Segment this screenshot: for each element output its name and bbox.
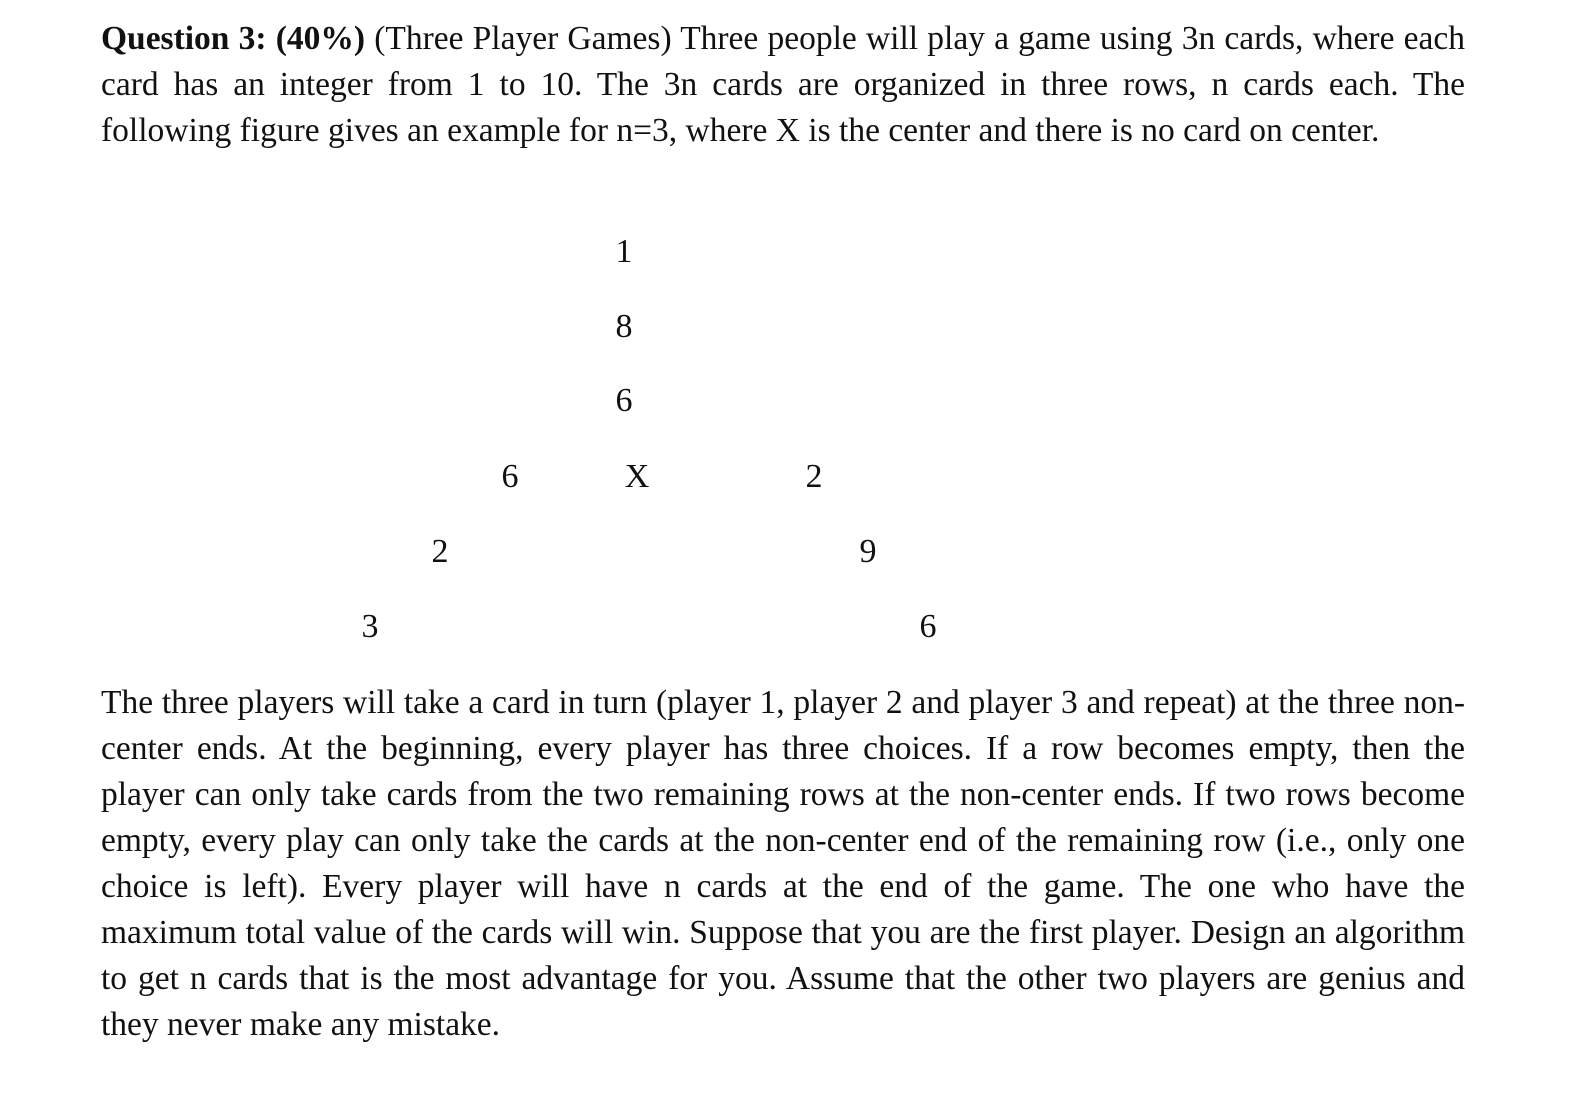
right-row-card-3: 6 (919, 608, 937, 645)
right-row-card-1: 2 (805, 458, 823, 495)
center-marker: X (624, 458, 650, 495)
left-row-card-1: 3 (361, 608, 379, 645)
left-row-card-3: 6 (501, 458, 519, 495)
top-row-card-1: 1 (615, 233, 633, 270)
right-row-card-2: 9 (859, 533, 877, 570)
question-intro (101, 16, 1465, 154)
top-row-card-2: 8 (615, 308, 633, 345)
question-intro-text: (Three Player Games) Three people will play a game using 3n cards, where each card has an integer from 1 to 10. The 3n cards are organized in three rows, n cards each. The following figure gives an example for n=3, where X is the center and there is no card on center. (101, 20, 1465, 149)
left-row-card-2: 2 (431, 533, 449, 570)
game-rules: The three players will take a card in turn (player 1, player 2 and player 3 and repeat) at the three non-center ends. At the beginning, every player has three choices. If a row becomes empty, then the player can only take cards from the two remaining rows at the non-center ends. If two rows become empty, every play can only take the cards at the non-center end of the remaining row (i.e., only one choice is left). Every player will have n cards at the end of the game. The one who have the maximum total value of the cards will win. Suppose that you are the first player. Design an algorithm to get n cards that is the most advantage for you. Assume that the other two players are genius and they never make any mistake. (101, 684, 1465, 1043)
top-row-card-3: 6 (615, 382, 633, 419)
question-label: Question 3: (40%) (101, 20, 366, 57)
